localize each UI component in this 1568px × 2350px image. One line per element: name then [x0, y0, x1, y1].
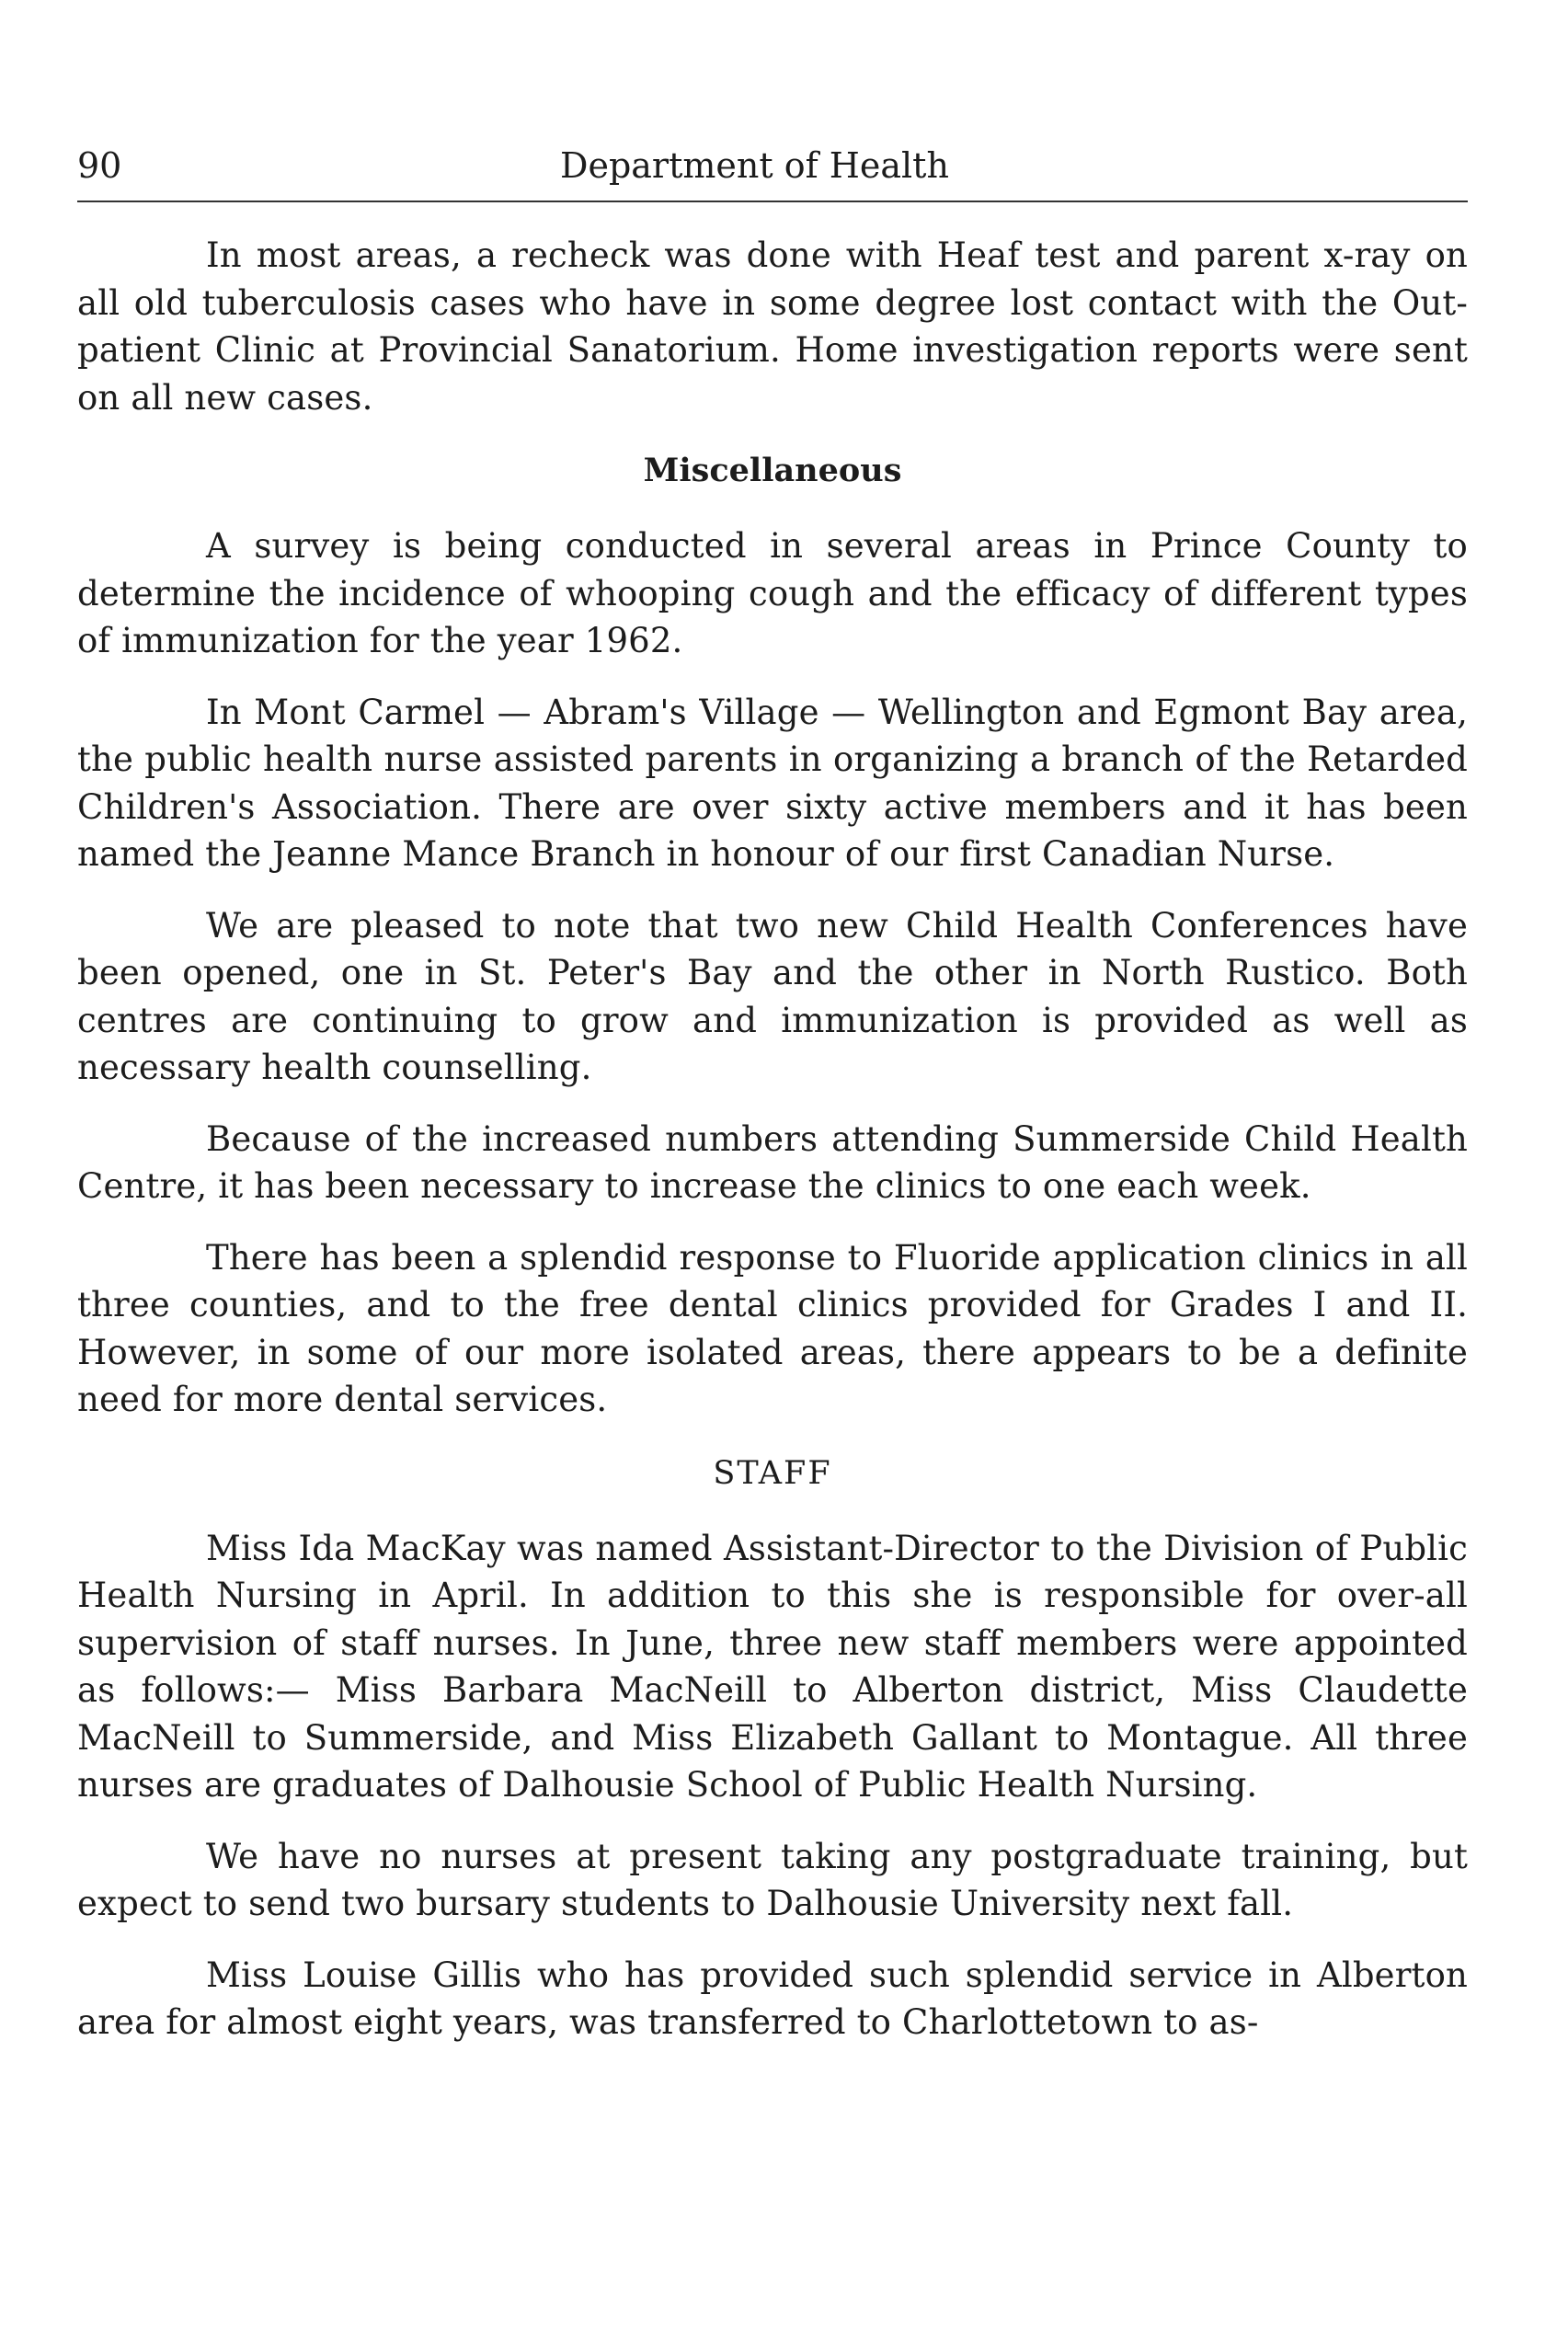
- paragraph-postgraduate-training: We have no nurses at present taking any postgraduate training, but expect to send two bursary students to Dalhousie University next fall.: [77, 1836, 1468, 1923]
- paragraph-retarded-childrens-association: In Mont Carmel — Abram's Village — Wellington and Egmont Bay area, the public health nurse assisted parents in organizing a branch of the Retarded Children's Association. There are over sixty active members and it has been named the Jeanne Mance Branch in honour of our first Canadian Nurse.: [77, 692, 1468, 874]
- running-title: Department of Health: [560, 145, 949, 186]
- section-heading-staff: STAFF: [713, 1454, 832, 1492]
- paragraph-louise-gillis-transfer: Miss Louise Gillis who has provided such splendid service in Alberton area for almost eight years, was transferred to Charlottetown to as-: [77, 1955, 1468, 2042]
- paragraph-child-health-conferences: We are pleased to note that two new Child Health Conferences have been opened, one in St. Peter's Bay and the other in North Rustico. Both centres are continuing to grow and immunization is provided as well as necessary health counselling.: [77, 905, 1468, 1087]
- paragraph-fluoride-clinics: There has been a splendid response to Fluoride application clinics in all three counties, and to the free dental clinics provided for Grades I and II. However, in some of our more isolated areas, there appears to be a definite need for more dental services.: [77, 1237, 1468, 1419]
- paragraph-staff-appointments: Miss Ida MacKay was named Assistant-Director to the Division of Public Health Nursing in April. In addition to this she is responsible for over-all supervision of staff nurses. In June, three new staff members were appointed as follows:— Miss Barbara MacNeill to Alberton district, Miss Claudette MacNeill to Summerside, and Miss Elizabeth Gallant to Montague. All three nurses are graduates of Dalhousie School of Public Health Nursing.: [77, 1528, 1468, 1805]
- page-number: 90: [77, 145, 122, 186]
- paragraph-summerside-health-centre: Because of the increased numbers attending Summerside Child Health Centre, it has been necessary to increase the clinics to one each week.: [77, 1118, 1468, 1206]
- section-heading-miscellaneous: Miscellaneous: [643, 452, 902, 489]
- paragraph-whooping-cough-survey: A survey is being conducted in several areas in Prince County to determine the incidence of whooping cough and the efficacy of different types of immunization for the year 1962.: [77, 526, 1468, 660]
- paragraph-tuberculosis-recheck: In most areas, a recheck was done with Heaf test and parent x-ray on all old tuberculosis cases who have in some degree lost contact with the Out-patient Clinic at Provincial Sanatorium. Home investigation reports were sent on all new cases.: [77, 235, 1468, 418]
- page-header: [77, 138, 1468, 193]
- document-body: [77, 232, 1468, 2070]
- header-rule: [77, 201, 1468, 202]
